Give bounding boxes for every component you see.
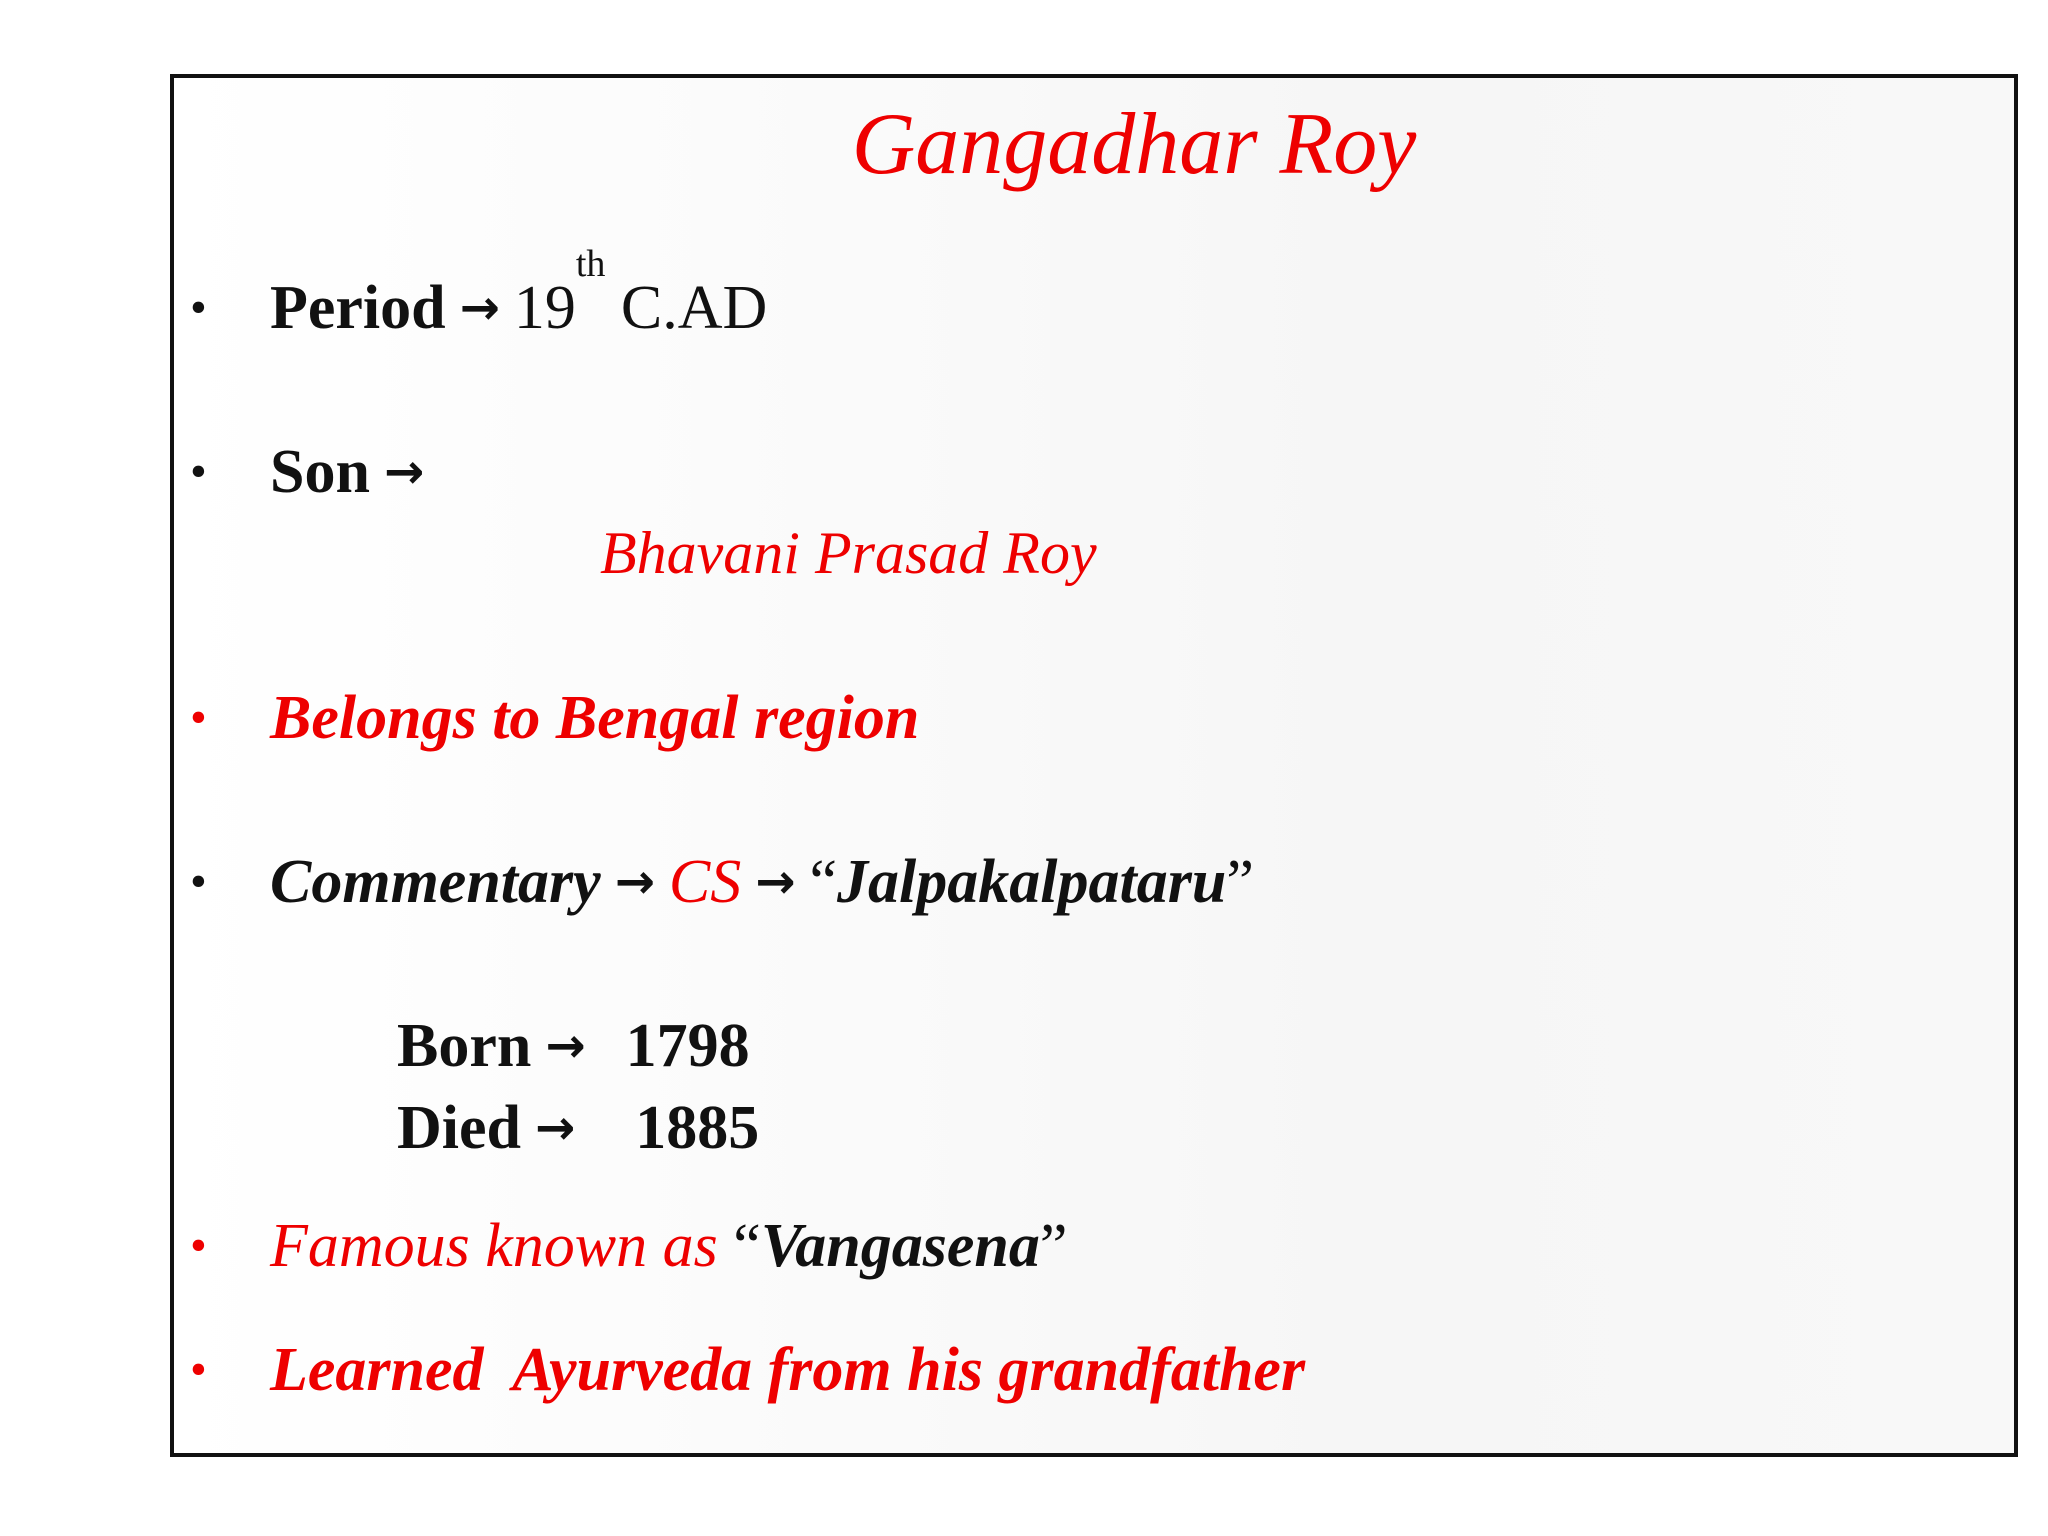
- period-value-number: 19: [513, 274, 576, 342]
- bullet-region: •: [190, 691, 207, 744]
- arrow-icon: →: [614, 854, 655, 910]
- son-line: [270, 436, 438, 512]
- period-value-rest: C.AD: [620, 274, 768, 342]
- bullet-famous: •: [190, 1219, 207, 1272]
- arrow-icon: →: [459, 280, 500, 336]
- commentary-open-quote: “: [809, 848, 838, 916]
- slide-title: Gangadhar Roy: [851, 96, 1417, 193]
- died-label: Died: [397, 1094, 521, 1162]
- bullet-commentary: •: [190, 855, 207, 908]
- bullet-period: •: [190, 281, 207, 334]
- famous-name: Vangasena: [760, 1212, 1040, 1280]
- region-text: Belongs to Bengal region: [270, 684, 920, 752]
- arrow-icon: →: [383, 444, 425, 500]
- arrow-icon: →: [535, 1100, 576, 1156]
- bullet-son: •: [190, 445, 207, 498]
- arrow-icon: →: [755, 854, 796, 910]
- famous-close-quote: ”: [1039, 1212, 1068, 1280]
- commentary-work: CS: [668, 848, 742, 916]
- commentary-title: Jalpakalpataru: [837, 848, 1227, 916]
- son-name: Bhavani Prasad Roy: [600, 520, 1097, 586]
- period-line: [270, 243, 768, 348]
- son-label: Son: [270, 438, 370, 506]
- commentary-close-quote: ”: [1226, 848, 1254, 916]
- died-year: 1885: [635, 1094, 760, 1162]
- bullet-learned: •: [190, 1343, 207, 1396]
- period-value-sup: th: [575, 243, 606, 285]
- famous-text: Famous known as: [270, 1212, 718, 1280]
- born-label: Born: [397, 1012, 532, 1080]
- born-year: 1798: [625, 1012, 750, 1080]
- born-line: [397, 1010, 750, 1086]
- commentary-label: Commentary: [270, 848, 601, 916]
- period-label: Period: [270, 274, 446, 342]
- died-line: [397, 1092, 759, 1168]
- learned-text: Learned Ayurveda from his grandfather: [270, 1336, 1306, 1404]
- commentary-line: [270, 846, 1254, 922]
- famous-line: [270, 1210, 1067, 1282]
- famous-open-quote: “: [733, 1212, 761, 1280]
- arrow-icon: →: [545, 1018, 586, 1074]
